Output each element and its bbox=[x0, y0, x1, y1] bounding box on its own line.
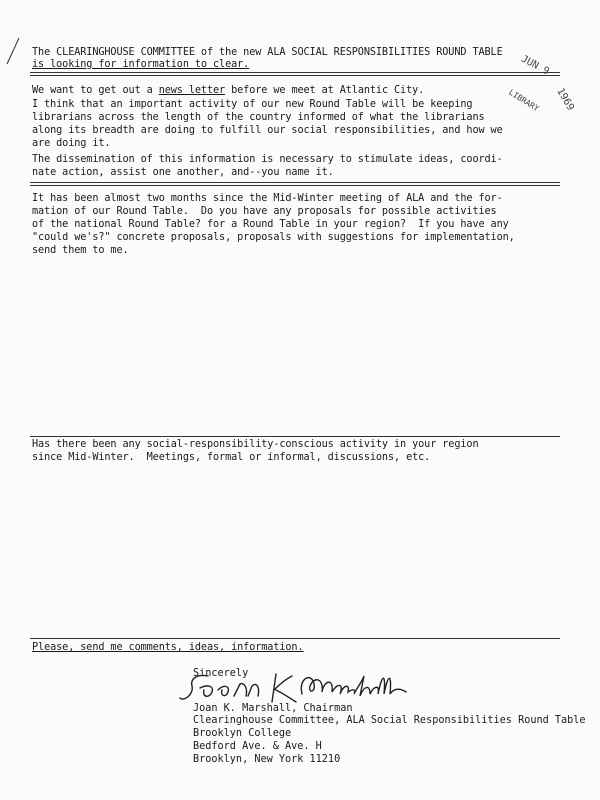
header-divider bbox=[30, 72, 560, 73]
closing-request-text: Please, send me comments, ideas, information. bbox=[32, 642, 304, 653]
stamp-date: JUN 9 bbox=[519, 53, 551, 78]
intro-p1-before: We want to get out a bbox=[32, 85, 159, 96]
header-line-2-text: is looking for information to clear. bbox=[32, 59, 250, 70]
stamp-year: 1969 bbox=[554, 86, 576, 113]
margin-pen-mark-icon bbox=[4, 36, 24, 66]
proposals-paragraph: It has been almost two months since the Mid-Winter meeting of ALA and the for- mation of our Round Table. Do you have any proposals for possible activities of the national Round Table? for a Round Table in your region? If you have any "could we's?" concrete proposals, proposals with suggestions for implementation, send them to me. bbox=[32, 193, 515, 256]
intro-paragraph-3: The dissemination of this information is necessary to stimulate ideas, coordi- nate action, assist one another, and--you name it. bbox=[32, 154, 503, 178]
header-divider-double bbox=[30, 75, 560, 76]
news-letter-link-text: news letter bbox=[158, 85, 226, 96]
intro-paragraph-2: I think that an important activity of our new Round Table will be keeping librarians across the length of the country informed of what the librarians along its breadth are doing to fulfill our social responsibilities, and how we are doing it. bbox=[32, 99, 503, 149]
stamp-word: LIBRARY bbox=[507, 87, 541, 114]
intro-divider bbox=[30, 182, 560, 183]
closing-request bbox=[32, 641, 552, 654]
closing-divider bbox=[30, 638, 560, 639]
header-line-1: The CLEARINGHOUSE COMMITTEE of the new ALA SOCIAL RESPONSIBILITIES ROUND TABLE bbox=[32, 47, 503, 58]
committee-line: Clearinghouse Committee, ALA Social Responsibilities Round Table bbox=[193, 715, 586, 726]
street-line: Bedford Ave. & Ave. H bbox=[193, 741, 322, 752]
activity-paragraph: Has there been any social-responsibility-conscious activity in your region since Mid-Winter. Meetings, formal or informal, discussions, etc. bbox=[32, 439, 479, 463]
intro-p1-after: before we meet at Atlantic City. bbox=[225, 85, 425, 96]
intro-paragraph-1 bbox=[32, 84, 552, 97]
organization-line: Brooklyn College bbox=[193, 728, 292, 739]
section-divider bbox=[30, 436, 560, 437]
intro-divider-double bbox=[30, 185, 560, 186]
header-line-2 bbox=[32, 58, 552, 71]
signer-name: Joan K. Marshall, Chairman bbox=[193, 703, 353, 714]
city-line: Brooklyn, New York 11210 bbox=[193, 754, 341, 765]
salutation: Sincerely bbox=[193, 668, 249, 679]
